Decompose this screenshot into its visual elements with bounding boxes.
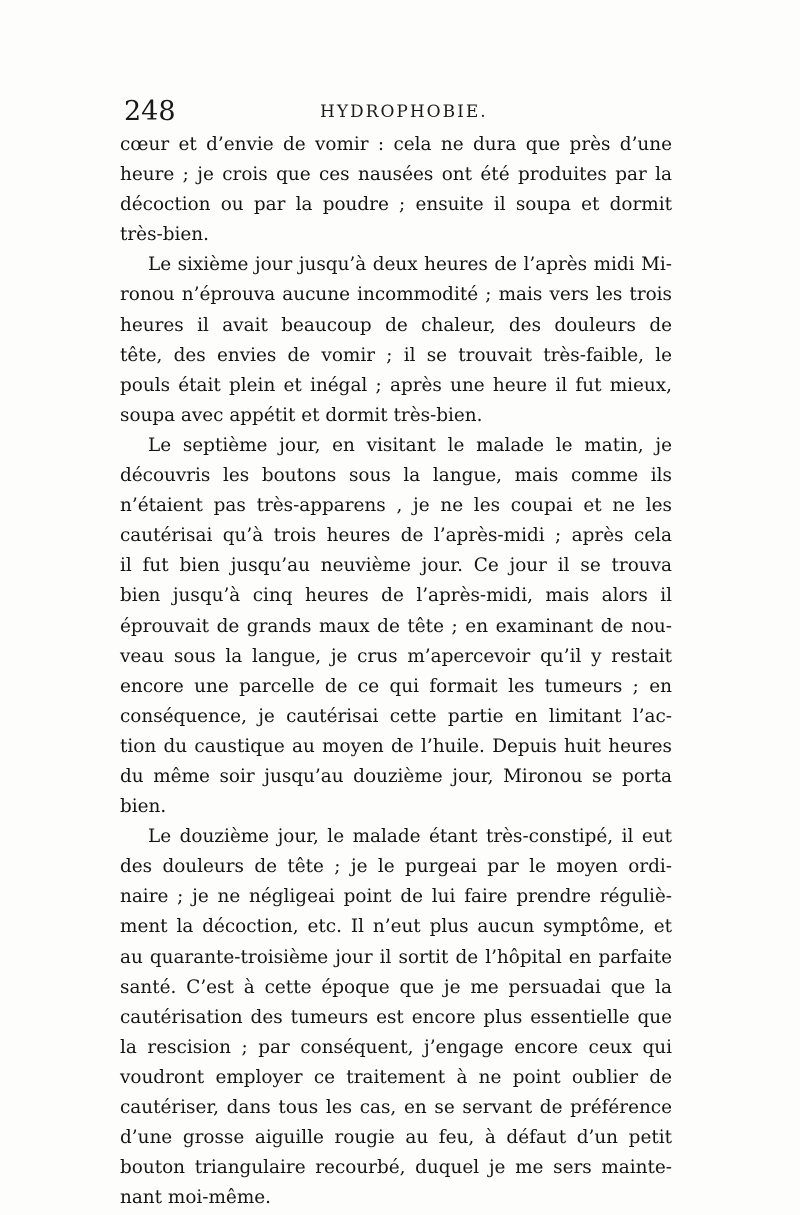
text-line: cautérisai qu’à trois heures de l’après-midi ; après cela: [120, 525, 672, 547]
text-line: heure ; je crois que ces nausées ont été produites par la: [120, 164, 672, 186]
text-line: cautérisation des tumeurs est encore plus essentielle que: [120, 1006, 672, 1028]
text-line: bouton triangulaire recourbé, duquel je me sers mainte-: [120, 1157, 672, 1179]
paragraph: [120, 130, 672, 250]
text-line: d’une grosse aiguille rougie au feu, à défaut d’un petit: [120, 1127, 672, 1149]
text-line: cautériser, dans tous les cas, en se servant de préférence: [120, 1097, 672, 1118]
text-line: tion du caustique au moyen de l’huile. Depuis huit heures: [120, 735, 672, 757]
paragraph: [120, 822, 672, 1213]
text-line: heures il avait beaucoup de chaleur, des douleurs de: [120, 314, 672, 336]
text-line: il fut bien jusqu’au neuvième jour. Ce jour il se trouva: [120, 555, 672, 577]
text-line: voudront employer ce traitement à ne point oublier de: [120, 1066, 672, 1088]
text-line: santé. C’est à cette époque que je me persuadai que la: [120, 976, 672, 998]
text-line: encore une parcelle de ce qui formait les tumeurs ; en: [120, 675, 672, 697]
text-line: Le septième jour, en visitant le malade le matin, je: [148, 434, 672, 456]
text-line: la rescision ; par conséquent, j’engage encore ceux qui: [120, 1036, 672, 1058]
text-line: au quarante-troisième jour il sortit de l’hôpital en parfaite: [120, 946, 672, 968]
text-line: bien.: [120, 796, 167, 818]
text-line: n’étaient pas très-apparens , je ne les coupai et ne les: [120, 495, 672, 517]
page-number: 248: [124, 96, 176, 127]
text-line: conséquence, je cautérisai cette partie en limitant l’ac-: [120, 705, 672, 727]
body-text: [120, 130, 672, 1213]
paragraph: [120, 250, 672, 431]
text-line: naire ; je ne négligeai point de lui faire prendre réguliè-: [120, 886, 672, 908]
running-head: HYDROPHOBIE.: [320, 102, 488, 122]
text-line: des douleurs de tête ; je le purgeai par le moyen ordi-: [120, 856, 672, 878]
text-line: ronou n’éprouva aucune incommodité ; mais vers les trois: [120, 284, 672, 306]
text-line: Le sixième jour jusqu’à deux heures de l’après midi Mi-: [148, 254, 672, 276]
text-line: veau sous la langue, je crus m’apercevoir qu’il y restait: [120, 645, 672, 667]
text-line: tête, des envies de vomir ; il se trouvait très-faible, le: [120, 344, 672, 366]
text-line: du même soir jusqu’au douzième jour, Mironou se porta: [120, 765, 672, 787]
text-line: éprouvait de grands maux de tête ; en examinant de nou-: [120, 615, 672, 637]
text-line: découvris les boutons sous la langue, mais comme ils: [120, 465, 672, 487]
text-line: nant moi-même.: [120, 1187, 271, 1209]
text-line: cœur et d’envie de vomir : cela ne dura que près d’une: [120, 134, 672, 155]
text-line: décoction ou par la poudre ; ensuite il soupa et dormit: [120, 194, 672, 216]
text-line: bien jusqu’à cinq heures de l’après-midi, mais alors il: [120, 585, 672, 607]
text-line: ment la décoction, etc. Il n’eut plus aucun symptôme, et: [120, 916, 672, 938]
text-line: soupa avec appétit et dormit très-bien.: [120, 404, 483, 426]
text-line: très-bien.: [120, 224, 209, 246]
text-line: Le douzième jour, le malade étant très-constipé, il eut: [148, 826, 672, 848]
text-line: pouls était plein et inégal ; après une heure il fut mieux,: [120, 374, 672, 396]
paragraph: [120, 431, 672, 822]
